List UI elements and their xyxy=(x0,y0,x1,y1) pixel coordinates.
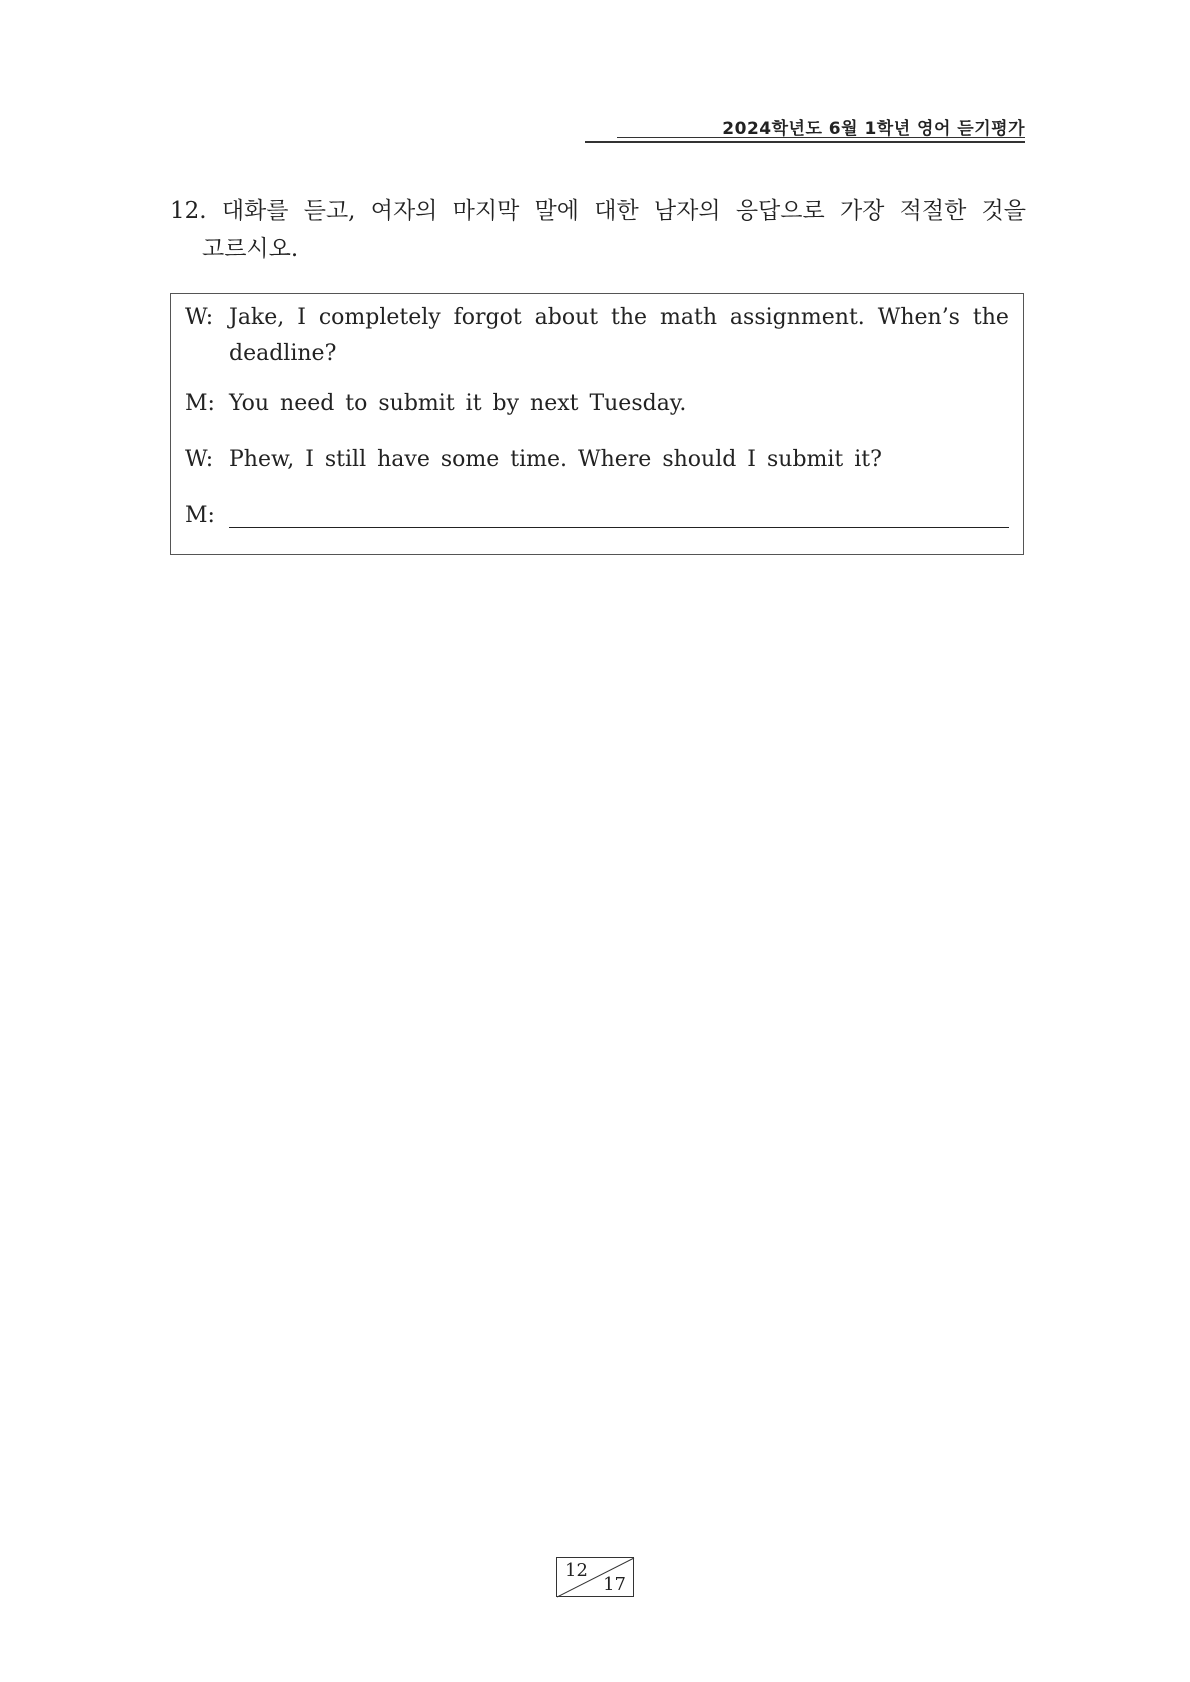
dialog-turn-1 xyxy=(185,300,1009,372)
dialog-box xyxy=(170,293,1024,555)
speaker-label: W: xyxy=(185,447,214,472)
exam-title: 2024학년도 6월 1학년 영어 듣기평가 xyxy=(722,119,1025,139)
utterance-line-2: deadline? xyxy=(229,341,337,366)
question-word: 응답으로 xyxy=(735,198,825,224)
question-word: 대화를 xyxy=(221,198,289,224)
question-line-2: 고르시오. xyxy=(202,236,299,262)
answer-blank xyxy=(229,498,1009,528)
utterance-word: When’s xyxy=(877,305,960,330)
page-number-box xyxy=(556,1557,634,1597)
question-word: 말에 xyxy=(534,198,579,224)
question-word: 것을 xyxy=(981,198,1026,224)
utterance xyxy=(229,442,1009,478)
speaker-label: M: xyxy=(185,503,215,528)
question-word: 마지막 xyxy=(452,198,520,224)
utterance-word: the xyxy=(611,305,648,330)
utterance-line-1 xyxy=(229,300,1009,336)
question-word: 듣고, xyxy=(303,198,356,224)
header-rule xyxy=(617,137,1025,138)
dialog-turn-3 xyxy=(185,442,1009,478)
utterance-word: about xyxy=(534,305,599,330)
question-number: 12. xyxy=(170,198,207,224)
utterance-word: math xyxy=(660,305,717,330)
utterance-word: completely xyxy=(318,305,441,330)
question-word: 대한 xyxy=(594,198,639,224)
utterance-word: assignment. xyxy=(729,305,865,330)
question-word: 여자의 xyxy=(370,198,438,224)
question-word: 남자의 xyxy=(653,198,721,224)
speaker-label: M: xyxy=(185,391,215,416)
dialog-turn-2 xyxy=(185,386,1009,422)
utterance-word: forgot xyxy=(453,305,522,330)
page-number-current: 12 xyxy=(565,1560,588,1581)
utterance-word: the xyxy=(972,305,1009,330)
utterance-line: Phew, I still have some time. Where should I submit it? xyxy=(229,447,882,472)
utterance-line: You need to submit it by next Tuesday. xyxy=(229,391,687,416)
header-rule-thick xyxy=(585,141,1025,143)
question-line-1 xyxy=(170,192,1026,230)
dialog-turn-4 xyxy=(185,498,1009,534)
question-word: 적절한 xyxy=(899,198,967,224)
utterance xyxy=(229,300,1009,372)
page-header xyxy=(585,108,1025,148)
utterance xyxy=(229,386,1009,422)
question-prompt xyxy=(170,192,1026,268)
question-word: 가장 xyxy=(839,198,885,224)
page-number-total: 17 xyxy=(603,1574,626,1595)
speaker-label: W: xyxy=(185,305,214,330)
utterance-word: I xyxy=(297,305,306,330)
utterance-word: Jake, xyxy=(229,305,285,330)
